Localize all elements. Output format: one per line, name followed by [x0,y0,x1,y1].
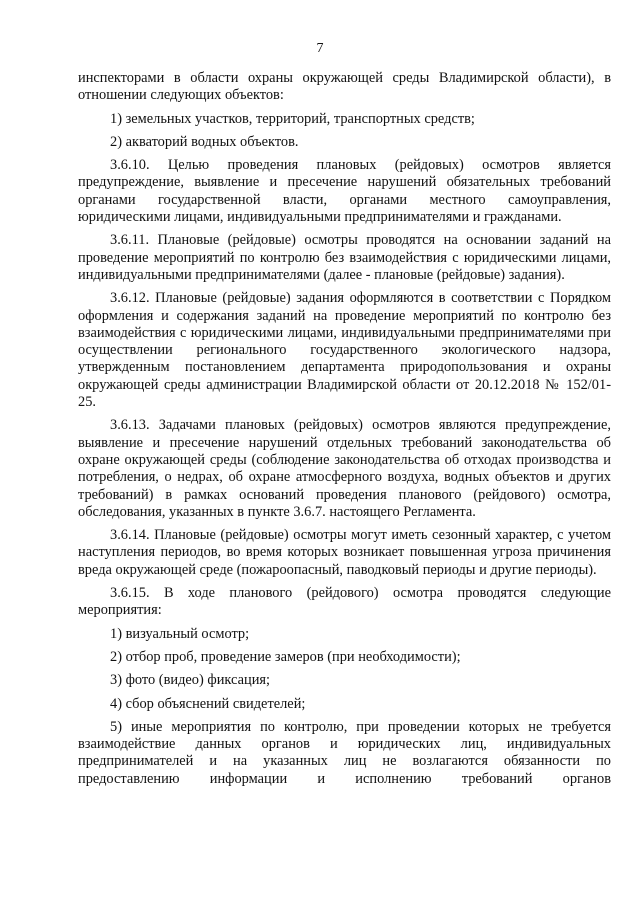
paragraph-3-6-10: 3.6.10. Целью проведения плановых (рейдовых) осмотров является предупреждение, выявление и пресечение нарушений обязательных требований органами государственной власти, органами местного самоуправления, юридическими лицами, индивидуальными предпринимателями и гражданами. [78,157,611,226]
paragraph-continuation: инспекторами в области охраны окружающей среды Владимирской области), в отношении следующих объектов: [78,70,611,104]
paragraph-3-6-14: 3.6.14. Плановые (рейдовые) осмотры могут иметь сезонный характер, с учетом наступления периодов, во время которых возникает повышенная угроза причинения вреда окружающей среде (пожароопасный, паводковый периоды и другие периоды). [78,527,611,578]
list-item-witness-statements: 4) сбор объяснений свидетелей; [110,695,306,712]
list-item-water-areas: 2) акваторий водных объектов. [110,133,299,150]
list-item-land-plots: 1) земельных участков, территорий, транспортных средств; [110,110,475,127]
list-item-photo-video: 3) фото (видео) фиксация; [110,672,271,689]
paragraph-3-6-12: 3.6.12. Плановые (рейдовые) задания оформляются в соответствии с Порядком оформления и содержания заданий на проведение мероприятий по контролю без взаимодействия с юридическими лицами, индивидуальными предпринимателями при осуществлении регионального государственного экологического надзора, утвержденным постановлением департамента природопользования и охраны окружающей среды администрации Владимирской области от 20.12.2018 № 152/01-25. [78,290,611,411]
paragraph-3-6-11: 3.6.11. Плановые (рейдовые) осмотры проводятся на основании заданий на проведение мероприятий по контролю без взаимодействия с юридическими лицами, индивидуальными предпринимателями (далее - плановые (рейдовые) задания). [78,232,611,283]
paragraph-3-6-15: 3.6.15. В ходе планового (рейдового) осмотра проводятся следующие мероприятия: [78,585,611,619]
list-item-sampling: 2) отбор проб, проведение замеров (при необходимости); [110,648,461,665]
document-body [78,70,611,788]
page-number: 7 [316,41,324,56]
list-item-visual-inspection: 1) визуальный осмотр; [110,625,250,642]
list-item-other-measures: 5) иные мероприятия по контролю, при проведении которых не требуется взаимодействие данных органов и юридических лиц, индивидуальных предпринимателей и на указанных лиц не возлагаются обязанности по предоставлению информации и исполнению требований органов [78,718,611,787]
paragraph-3-6-13: 3.6.13. Задачами плановых (рейдовых) осмотров являются предупреждение, выявление и пресечение нарушений отдельных требований законодательства об охране окружающей среды (соблюдение законодательства об отходах производства и потребления, о недрах, об охране атмосферного воздуха, водных объектов и других требований) в рамках оснований проведения планового (рейдового) осмотра, обследования, указанных в пункте 3.6.7. настоящего Регламента. [78,417,611,520]
